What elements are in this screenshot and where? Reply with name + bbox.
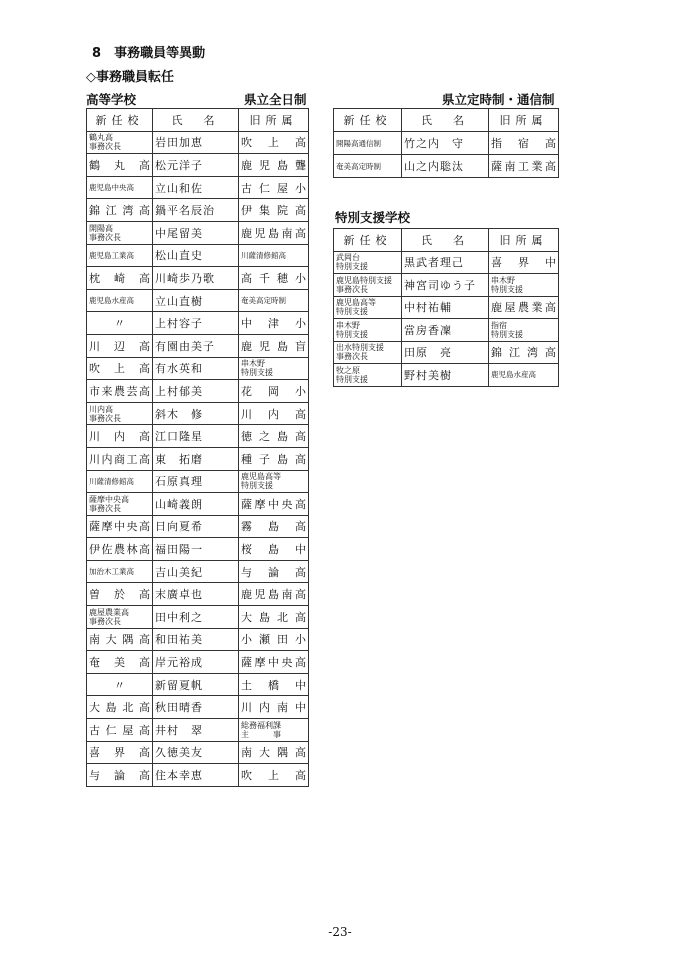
new-school-cell: 加治木工業高	[87, 560, 153, 583]
tokubetsu-transfer-table	[333, 228, 559, 387]
table-row	[87, 154, 309, 177]
new-school-cell: 薩摩中央高 事務次長	[87, 493, 153, 516]
table-row	[87, 764, 309, 787]
table-row	[87, 741, 309, 764]
prev-post-cell: 薩摩中央高	[239, 651, 309, 674]
prev-post-cell: 川内南中	[239, 696, 309, 719]
prev-post-cell: 吹上高	[239, 764, 309, 787]
new-school-cell: 川内高 事務次長	[87, 402, 153, 425]
tokubetsu-table-label: 特別支援学校	[335, 210, 411, 225]
name-cell: 有水英和	[153, 357, 239, 380]
table-row	[87, 380, 309, 403]
name-cell: 松元洋子	[153, 154, 239, 177]
name-cell: 山崎義朗	[153, 493, 239, 516]
table-row	[87, 583, 309, 606]
name-cell: 竹之内 守	[402, 132, 489, 155]
new-school-cell: 吹上高	[87, 357, 153, 380]
new-school-cell: 錦江湾高	[87, 199, 153, 222]
col-header-new-school: 新任校	[87, 109, 153, 132]
prev-post-cell: 鹿児島水産高	[489, 364, 559, 387]
name-cell: 新留夏帆	[153, 673, 239, 696]
table-row	[87, 244, 309, 267]
prev-post-cell: 伊集院高	[239, 199, 309, 222]
table-row	[334, 364, 559, 387]
new-school-cell: 鹿児島高等 特別支援	[334, 296, 402, 319]
name-cell: 川崎歩乃歌	[153, 267, 239, 290]
new-school-cell: 川内商工高	[87, 447, 153, 470]
name-cell: 上村容子	[153, 312, 239, 335]
name-cell: 福田陽一	[153, 538, 239, 561]
prev-post-cell: 鹿児島南高	[239, 221, 309, 244]
name-cell: 井村 翠	[153, 719, 239, 742]
table-row	[87, 425, 309, 448]
main-table-label: 高等学校	[86, 92, 137, 107]
table-row	[87, 357, 309, 380]
prev-post-cell: 指宿高	[489, 132, 559, 155]
new-school-cell: 牧之原 特別支援	[334, 364, 402, 387]
prev-post-cell: 薩摩中央高	[239, 493, 309, 516]
name-cell: 住本幸恵	[153, 764, 239, 787]
new-school-cell: 枕崎高	[87, 267, 153, 290]
prev-post-cell: 南大隅高	[239, 741, 309, 764]
section-heading	[92, 42, 205, 61]
name-cell: 山之内聡汰	[402, 155, 489, 178]
new-school-cell: 開陽高 事務次長	[87, 221, 153, 244]
new-school-cell: 大島北高	[87, 696, 153, 719]
subsection-heading: ◇事務職員転任	[86, 70, 174, 85]
prev-post-cell: 花岡小	[239, 380, 309, 403]
name-cell: 和田祐美	[153, 628, 239, 651]
prev-post-cell: 鹿児島高等 特別支援	[239, 470, 309, 493]
prev-post-cell: 中津小	[239, 312, 309, 335]
table-row	[334, 155, 559, 178]
new-school-cell: 奄美高定時制	[334, 155, 402, 178]
col-header-prev: 旧所属	[239, 109, 309, 132]
table-row	[87, 334, 309, 357]
table-row	[87, 221, 309, 244]
prev-post-cell: 大島北高	[239, 606, 309, 629]
table-row	[87, 628, 309, 651]
col-header-new-school: 新任校	[334, 229, 402, 252]
new-school-cell: 串木野 特別支援	[334, 319, 402, 342]
teiji-table-label: 県立定時制・通信制	[442, 92, 555, 107]
prev-post-cell: 錦江湾高	[489, 341, 559, 364]
new-school-cell: 開陽高通信制	[334, 132, 402, 155]
name-cell: 久徳美友	[153, 741, 239, 764]
prev-post-cell: 鹿児島盲	[239, 334, 309, 357]
col-header-new-school: 新任校	[334, 109, 402, 132]
name-cell: 末廣卓也	[153, 583, 239, 606]
new-school-cell: 与論高	[87, 764, 153, 787]
prev-post-cell: 薩南工業高	[489, 155, 559, 178]
new-school-cell: 伊佐農林高	[87, 538, 153, 561]
prev-post-cell: 古仁屋小	[239, 176, 309, 199]
table-row	[87, 696, 309, 719]
table-row	[87, 447, 309, 470]
prev-post-cell: 川薩清修館高	[239, 244, 309, 267]
section-title: 事務職員等異動	[114, 46, 206, 61]
new-school-cell: 奄美高	[87, 651, 153, 674]
name-cell: 斜木 修	[153, 402, 239, 425]
prev-post-cell: 小瀬田小	[239, 628, 309, 651]
name-cell: 中尾留美	[153, 221, 239, 244]
name-cell: 岸元裕成	[153, 651, 239, 674]
prev-post-cell: 喜界中	[489, 251, 559, 274]
name-cell: 日向夏希	[153, 515, 239, 538]
name-cell: 田原 亮	[402, 341, 489, 364]
table-row	[87, 493, 309, 516]
table-row	[87, 673, 309, 696]
col-header-name: 氏 名	[153, 109, 239, 132]
new-school-cell: 市来農芸高	[87, 380, 153, 403]
prev-post-cell: 串木野 特別支援	[489, 274, 559, 297]
new-school-cell: 鹿児島特別支援 事務次長	[334, 274, 402, 297]
main-table-category: 県立全日制	[244, 92, 307, 107]
prev-post-cell: 鹿児島南高	[239, 583, 309, 606]
table-row	[87, 538, 309, 561]
new-school-cell: 〃	[87, 312, 153, 335]
table-row	[87, 651, 309, 674]
name-cell: 岩田加恵	[153, 131, 239, 154]
name-cell: 黒武者理己	[402, 251, 489, 274]
name-cell: 松山直史	[153, 244, 239, 267]
prev-post-cell: 奄美高定時制	[239, 289, 309, 312]
new-school-cell: 川薩清修館高	[87, 470, 153, 493]
name-cell: 上村郁美	[153, 380, 239, 403]
prev-post-cell: 種子島高	[239, 447, 309, 470]
prev-post-cell: 川内高	[239, 402, 309, 425]
table-row	[87, 470, 309, 493]
new-school-cell: 喜界高	[87, 741, 153, 764]
prev-post-cell: 吹上高	[239, 131, 309, 154]
table-row	[87, 402, 309, 425]
new-school-cell: 鶴丸高 事務次長	[87, 131, 153, 154]
main-transfer-table	[86, 108, 309, 787]
table-row	[87, 719, 309, 742]
table-row	[87, 176, 309, 199]
new-school-cell: 〃	[87, 673, 153, 696]
table-row	[334, 132, 559, 155]
name-cell: 石原真理	[153, 470, 239, 493]
page-number: -23-	[328, 925, 352, 939]
name-cell: 吉山美紀	[153, 560, 239, 583]
new-school-cell: 曽於高	[87, 583, 153, 606]
prev-post-cell: 鹿屋農業高	[489, 296, 559, 319]
new-school-cell: 川内高	[87, 425, 153, 448]
prev-post-cell: 土橋中	[239, 673, 309, 696]
name-cell: 鍋平名辰治	[153, 199, 239, 222]
table-row	[87, 131, 309, 154]
table-row	[334, 274, 559, 297]
name-cell: 神宮司ゆう子	[402, 274, 489, 297]
new-school-cell: 川辺高	[87, 334, 153, 357]
new-school-cell: 鹿屋農業高 事務次長	[87, 606, 153, 629]
new-school-cell: 鶴丸高	[87, 154, 153, 177]
table-row	[87, 199, 309, 222]
table-row	[87, 606, 309, 629]
prev-post-cell: 与論高	[239, 560, 309, 583]
prev-post-cell: 鹿児島聾	[239, 154, 309, 177]
new-school-cell: 鹿児島工業高	[87, 244, 153, 267]
prev-post-cell: 指宿 特別支援	[489, 319, 559, 342]
new-school-cell: 南大隅高	[87, 628, 153, 651]
table-row	[334, 251, 559, 274]
table-row	[87, 515, 309, 538]
prev-post-cell: 桜島中	[239, 538, 309, 561]
table-row	[334, 341, 559, 364]
new-school-cell: 武岡台 特別支援	[334, 251, 402, 274]
prev-post-cell: 串木野 特別支援	[239, 357, 309, 380]
table-row	[87, 312, 309, 335]
prev-post-cell: 高千穂小	[239, 267, 309, 290]
prev-post-cell: 徳之島高	[239, 425, 309, 448]
name-cell: 立山和佐	[153, 176, 239, 199]
name-cell: 野村美樹	[402, 364, 489, 387]
prev-post-cell: 霧島高	[239, 515, 309, 538]
prev-post-cell: 総務福利課 主 事	[239, 719, 309, 742]
table-row	[87, 560, 309, 583]
section-number: 8	[92, 46, 102, 61]
table-row	[334, 296, 559, 319]
new-school-cell: 古仁屋高	[87, 719, 153, 742]
new-school-cell: 鹿児島水産高	[87, 289, 153, 312]
col-header-name: 氏 名	[402, 229, 489, 252]
name-cell: 有園由美子	[153, 334, 239, 357]
name-cell: 立山直樹	[153, 289, 239, 312]
table-row	[87, 289, 309, 312]
name-cell: 江口隆星	[153, 425, 239, 448]
new-school-cell: 鹿児島中央高	[87, 176, 153, 199]
col-header-name: 氏 名	[402, 109, 489, 132]
table-row	[87, 267, 309, 290]
name-cell: 秋田晴香	[153, 696, 239, 719]
teiji-transfer-table	[333, 108, 559, 178]
name-cell: 田中利之	[153, 606, 239, 629]
col-header-prev: 旧所属	[489, 109, 559, 132]
new-school-cell: 薩摩中央高	[87, 515, 153, 538]
col-header-prev: 旧所属	[489, 229, 559, 252]
table-row	[334, 319, 559, 342]
new-school-cell: 出水特別支援 事務次長	[334, 341, 402, 364]
name-cell: 中村祐輔	[402, 296, 489, 319]
name-cell: 當房香凜	[402, 319, 489, 342]
name-cell: 東 拓磨	[153, 447, 239, 470]
